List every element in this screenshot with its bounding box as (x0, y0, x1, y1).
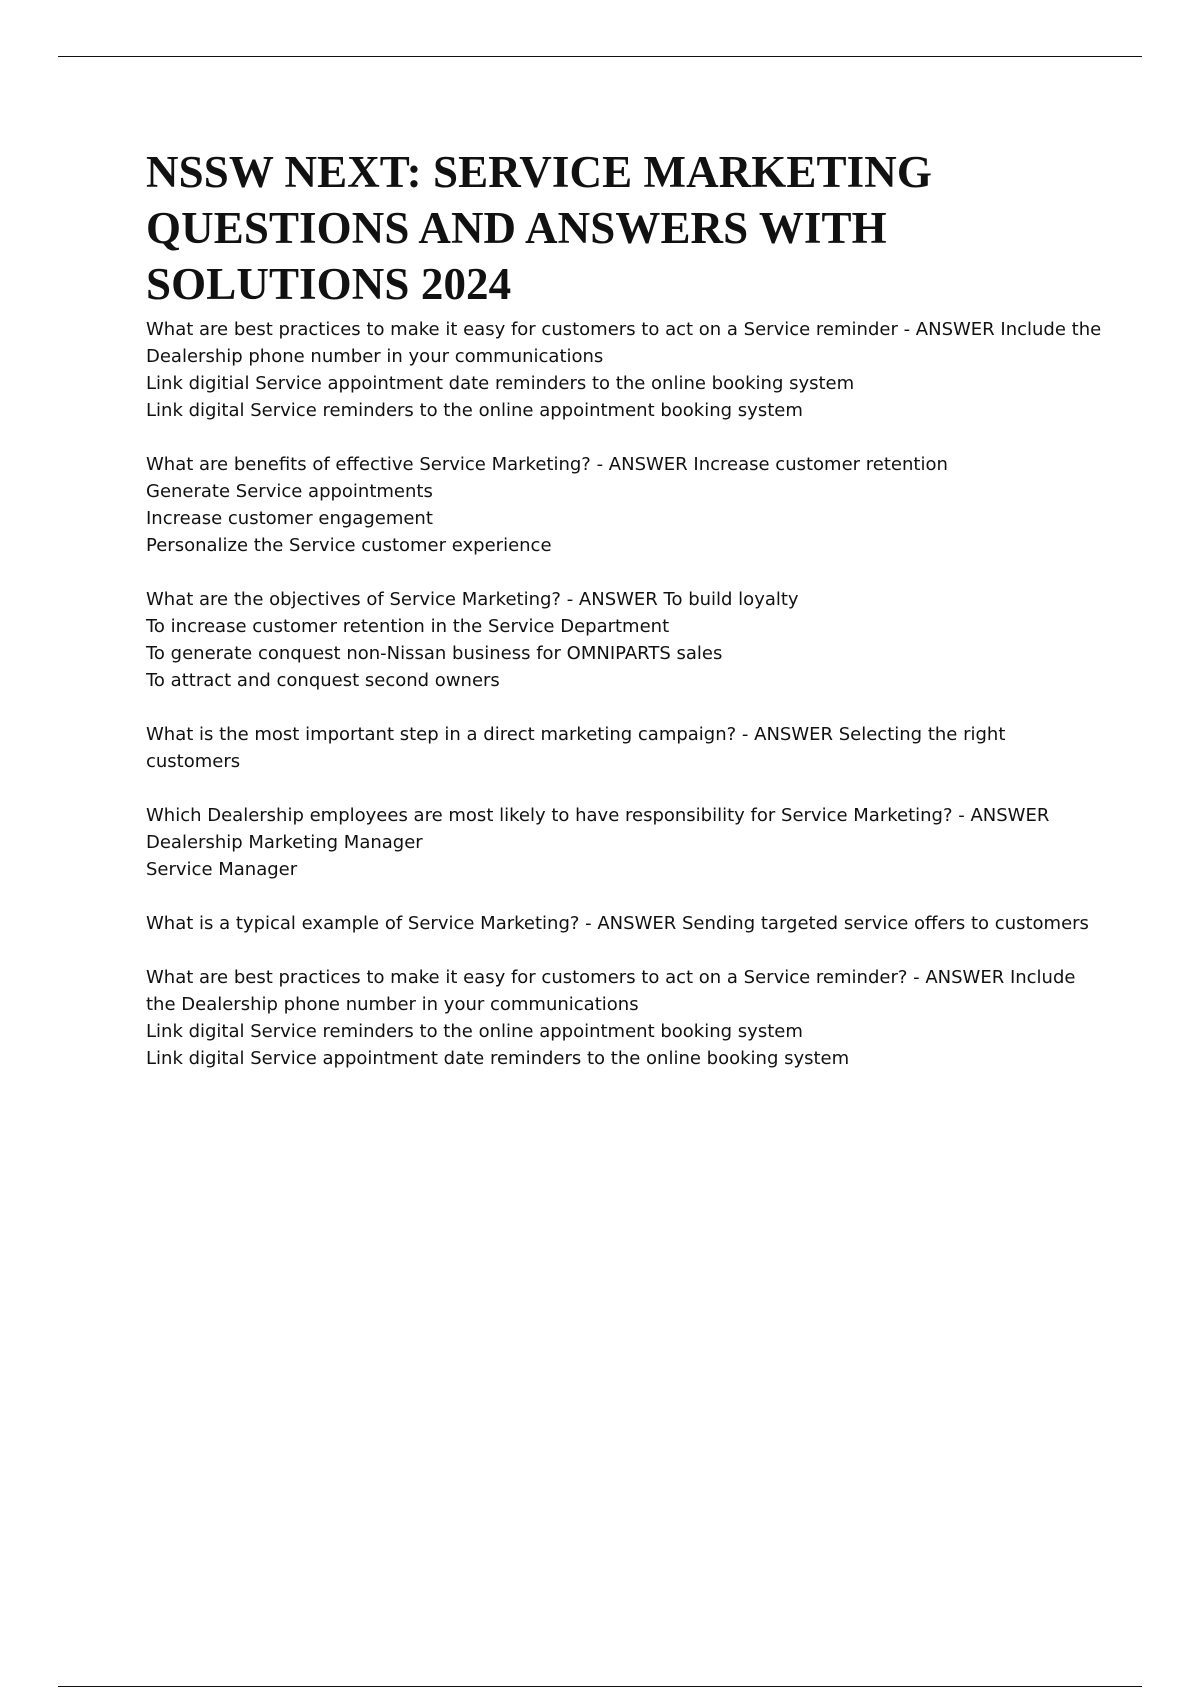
question-line: What is a typical example of Service Marketing? - ANSWER Sending targeted service offers to customers (146, 913, 1089, 934)
title-line: SOLUTIONS 2024 (146, 259, 512, 309)
top-rule (58, 56, 1142, 57)
question-line: What are best practices to make it easy for customers to act on a Service reminder? - ANSWER Include (146, 967, 1076, 988)
answer-line: customers (146, 751, 241, 772)
answer-line: Dealership Marketing Manager (146, 832, 423, 853)
answer-line: To increase customer retention in the Service Department (146, 616, 670, 637)
qa-block-benefits (146, 451, 1106, 559)
qa-block-best-practices-repeat (146, 964, 1106, 1072)
answer-line: the Dealership phone number in your communications (146, 994, 639, 1015)
bottom-rule (58, 1686, 1142, 1687)
qa-block-best-practices (146, 316, 1106, 424)
qa-block-direct-marketing (146, 721, 1106, 775)
answer-line: Dealership phone number in your communications (146, 346, 604, 367)
answer-line: Personalize the Service customer experience (146, 535, 552, 556)
page-title (146, 144, 1106, 312)
answer-line: Increase customer engagement (146, 508, 433, 529)
title-line: NSSW NEXT: SERVICE MARKETING (146, 147, 932, 197)
answer-line: Link digitial Service appointment date reminders to the online booking system (146, 373, 855, 394)
answer-line: To attract and conquest second owners (146, 670, 500, 691)
answer-line: Link digital Service appointment date reminders to the online booking system (146, 1048, 850, 1069)
question-line: What are the objectives of Service Marketing? - ANSWER To build loyalty (146, 589, 799, 610)
qa-block-responsibility (146, 802, 1106, 883)
qa-block-objectives (146, 586, 1106, 694)
answer-line: Link digital Service reminders to the online appointment booking system (146, 1021, 803, 1042)
answer-line: Link digital Service reminders to the online appointment booking system (146, 400, 803, 421)
title-line: QUESTIONS AND ANSWERS WITH (146, 203, 887, 253)
document-body (146, 144, 1106, 1099)
question-line: What is the most important step in a direct marketing campaign? - ANSWER Selecting the right (146, 724, 1006, 745)
answer-line: Service Manager (146, 859, 298, 880)
answer-line: To generate conquest non-Nissan business for OMNIPARTS sales (146, 643, 723, 664)
question-line: What are best practices to make it easy for customers to act on a Service reminder - ANSWER Include the (146, 319, 1102, 340)
question-line: Which Dealership employees are most likely to have responsibility for Service Marketing? - ANSWER (146, 805, 1050, 826)
question-line: What are benefits of effective Service Marketing? - ANSWER Increase customer retention (146, 454, 948, 475)
answer-line: Generate Service appointments (146, 481, 433, 502)
qa-block-typical-example (146, 910, 1106, 937)
